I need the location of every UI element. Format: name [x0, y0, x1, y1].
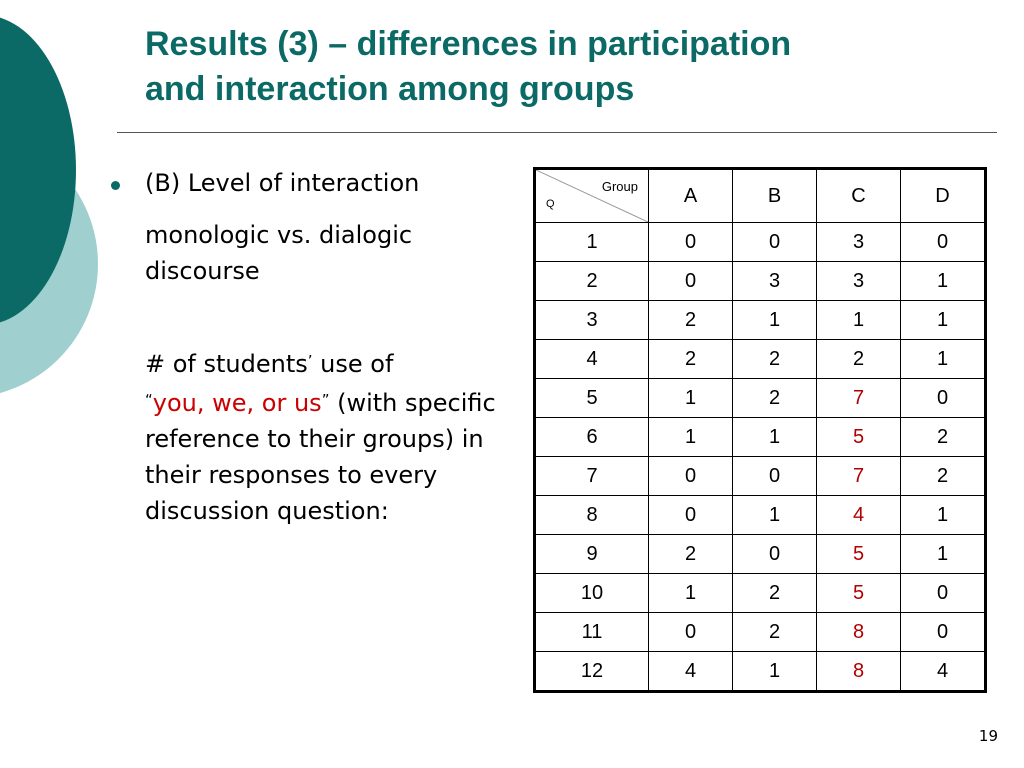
group-c-cell: 3	[817, 262, 901, 301]
group-c-cell: 5	[817, 535, 901, 574]
group-b-cell: 0	[733, 457, 817, 496]
group-c-cell: 1	[817, 301, 901, 340]
table-row	[535, 262, 986, 301]
group-b-cell: 1	[733, 652, 817, 692]
question-cell: 7	[535, 457, 649, 496]
group-a-cell: 0	[649, 613, 733, 652]
group-a-cell: 1	[649, 418, 733, 457]
group-b-cell: 2	[733, 613, 817, 652]
question-cell: 6	[535, 418, 649, 457]
desc-part2: use of	[312, 350, 394, 378]
question-cell: 5	[535, 379, 649, 418]
group-d-cell: 0	[901, 223, 986, 262]
table-row	[535, 301, 986, 340]
interaction-table	[533, 167, 987, 693]
group-b-cell: 2	[733, 379, 817, 418]
table-header-row	[535, 169, 986, 223]
group-c-cell: 4	[817, 496, 901, 535]
group-d-cell: 0	[901, 574, 986, 613]
group-d-cell: 0	[901, 613, 986, 652]
group-c-cell: 7	[817, 379, 901, 418]
table-row	[535, 457, 986, 496]
table-row	[535, 535, 986, 574]
group-a-cell: 1	[649, 379, 733, 418]
open-quote: “	[145, 391, 153, 409]
table-row	[535, 652, 986, 692]
table-row	[535, 340, 986, 379]
group-d-cell: 1	[901, 535, 986, 574]
question-cell: 12	[535, 652, 649, 692]
bullet-subheading: monologic vs. dialogic discourse	[145, 221, 413, 285]
desc-part3: (with specific reference to their groups) in their responses to every discussion question:	[145, 389, 496, 525]
group-b-cell: 1	[733, 301, 817, 340]
group-a-cell: 0	[649, 457, 733, 496]
group-a-cell: 2	[649, 340, 733, 379]
group-a-cell: 0	[649, 223, 733, 262]
corner-group-label: Group	[601, 179, 638, 194]
desc-part1: # of students	[145, 350, 308, 378]
question-cell: 9	[535, 535, 649, 574]
group-d-cell: 1	[901, 262, 986, 301]
question-cell: 4	[535, 340, 649, 379]
corner-diagonal	[536, 170, 648, 222]
desc-apostrophe: ’	[307, 352, 313, 370]
group-b-cell: 2	[733, 340, 817, 379]
bullet-description	[145, 343, 515, 529]
group-c-cell: 8	[817, 652, 901, 692]
group-b-cell: 0	[733, 223, 817, 262]
group-c-cell: 5	[817, 574, 901, 613]
group-d-cell: 4	[901, 652, 986, 692]
group-d-cell: 1	[901, 496, 986, 535]
question-cell: 8	[535, 496, 649, 535]
group-c-cell: 8	[817, 613, 901, 652]
slide-title-line2: and interaction among groups	[145, 70, 635, 108]
header-group-d: D	[901, 169, 986, 223]
table-row	[535, 496, 986, 535]
bullet-dot-icon	[111, 181, 120, 190]
group-d-cell: 0	[901, 379, 986, 418]
question-cell: 11	[535, 613, 649, 652]
group-b-cell: 1	[733, 496, 817, 535]
question-cell: 10	[535, 574, 649, 613]
question-cell: 3	[535, 301, 649, 340]
group-a-cell: 0	[649, 496, 733, 535]
page-number: 19	[978, 727, 998, 745]
highlighted-pronouns: you, we, or us	[152, 389, 322, 417]
group-c-cell: 3	[817, 223, 901, 262]
group-b-cell: 0	[733, 535, 817, 574]
group-a-cell: 4	[649, 652, 733, 692]
group-a-cell: 2	[649, 301, 733, 340]
table-body	[535, 223, 986, 692]
table-row	[535, 574, 986, 613]
table-row	[535, 613, 986, 652]
question-cell: 1	[535, 223, 649, 262]
table-row	[535, 418, 986, 457]
group-a-cell: 1	[649, 574, 733, 613]
header-group-a: A	[649, 169, 733, 223]
header-group-b: B	[733, 169, 817, 223]
group-b-cell: 1	[733, 418, 817, 457]
table-row	[535, 223, 986, 262]
close-quote: ”	[321, 391, 330, 409]
table-corner-cell	[535, 169, 649, 223]
bullet-heading: (B) Level of interaction	[145, 169, 420, 197]
group-a-cell: 2	[649, 535, 733, 574]
group-c-cell: 7	[817, 457, 901, 496]
group-a-cell: 0	[649, 262, 733, 301]
group-b-cell: 2	[733, 574, 817, 613]
group-b-cell: 3	[733, 262, 817, 301]
group-d-cell: 1	[901, 340, 986, 379]
question-cell: 2	[535, 262, 649, 301]
slide-title	[145, 22, 1005, 112]
group-d-cell: 2	[901, 418, 986, 457]
group-c-cell: 2	[817, 340, 901, 379]
header-group-c: C	[817, 169, 901, 223]
title-divider	[117, 132, 997, 133]
slide-title-line1: Results (3) – differences in participation	[145, 25, 792, 63]
group-d-cell: 1	[901, 301, 986, 340]
group-d-cell: 2	[901, 457, 986, 496]
group-c-cell: 5	[817, 418, 901, 457]
corner-q-label: Q	[546, 198, 555, 210]
table-row	[535, 379, 986, 418]
